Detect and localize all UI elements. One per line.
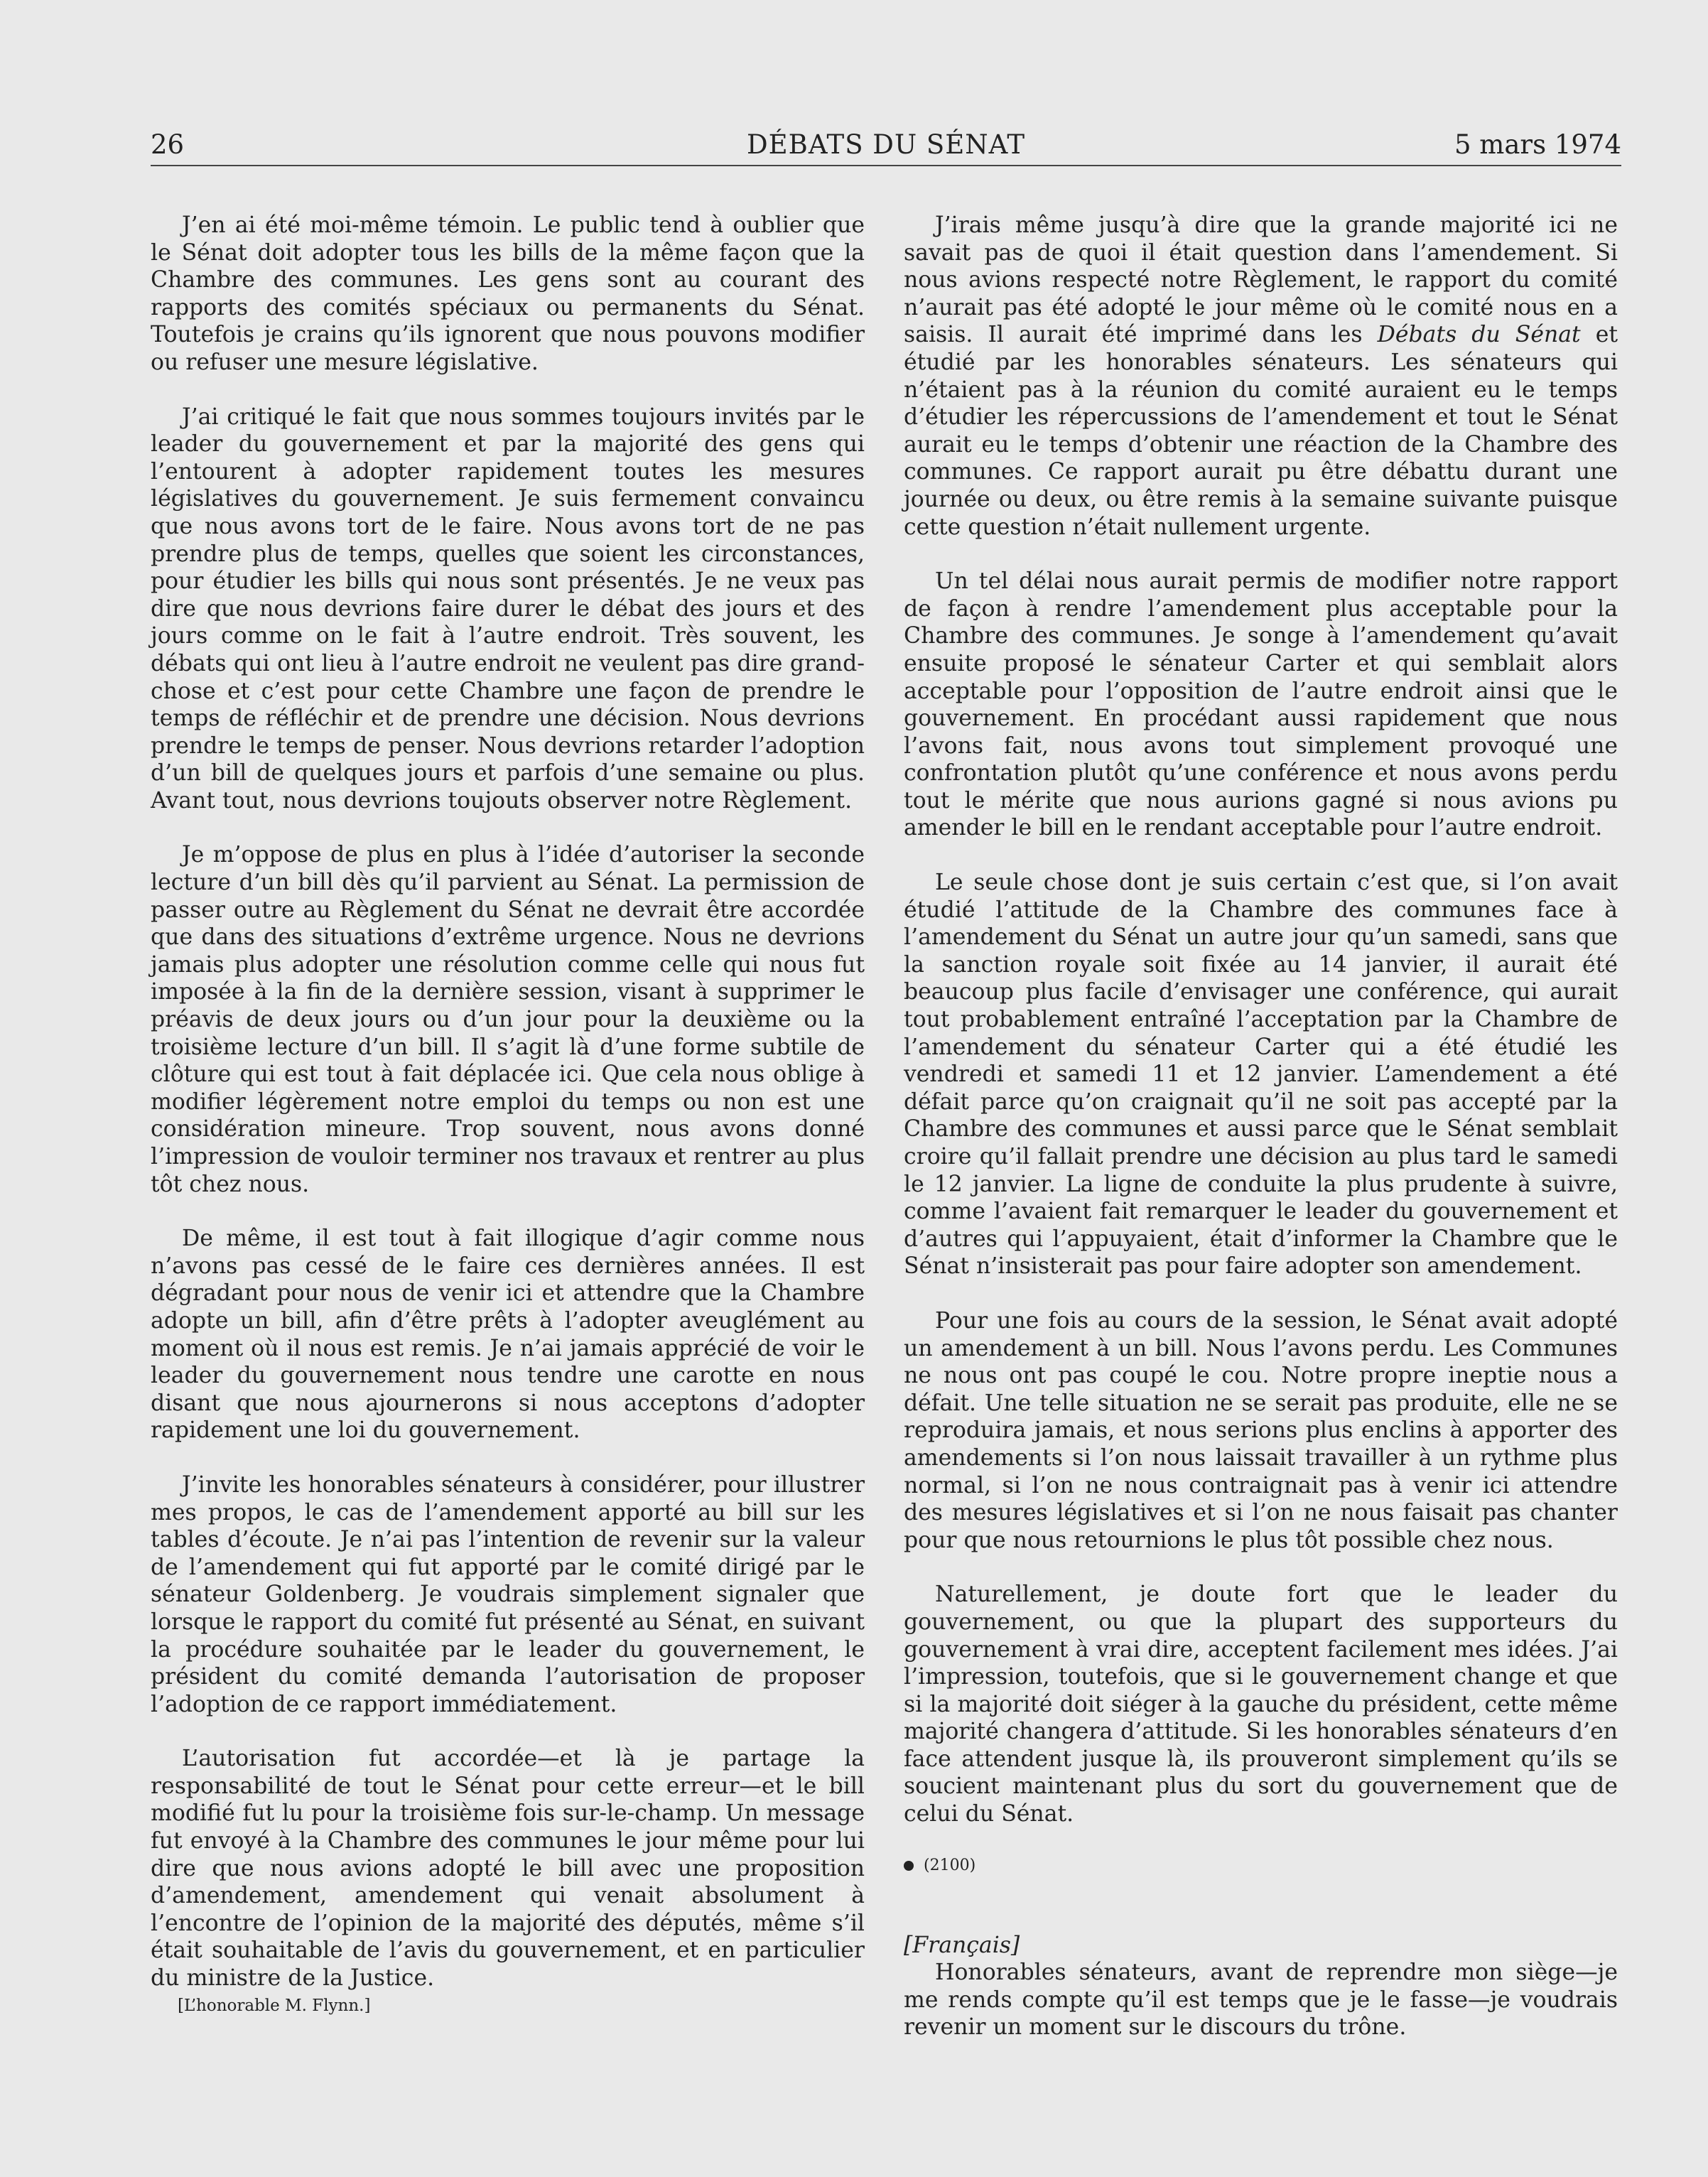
left-column — [151, 212, 865, 2016]
paragraph-text: J’irais même jusqu’à dire que la grande majorité ici ne savait pas de quoi il était question dans l’amendement. Si nous avions respecté notre Règlement, le rapport du comité n’aurait pas été adopté le jour même où le comité nous en a saisis. Il aurait été imprimé dans les — [904, 212, 1618, 348]
paragraph: J’ai critiqué le fait que nous sommes toujours invités par le leader du gouvernement et par la majorité des gens qui l’entourent à adopter rapidement toutes les mesures législatives du gouvernement. Je suis fermement convaincu que nous avons tort de le faire. Nous avons tort de ne pas prendre plus de temps, quelles que soient les circonstances, pour étudier les bills qui nous sont présentés. Je ne veux pas dire que nous devrions faire durer le débat des jours et des jours comme on le fait à l’autre endroit. Très souvent, les débats qui ont lieu à l’autre endroit ne veulent pas dire grand-chose et c’est pour cette Chambre une façon de prendre le temps de réfléchir et de prendre une décision. Nous devrions prendre le temps de penser. Nous devrions retarder l’adoption d’un bill de quelques jours et parfois d’une semaine ou plus. Avant tout, nous devrions toujouts observer notre Règlement. — [151, 404, 865, 814]
paragraph: L’autorisation fut accordée—et là je partage la responsabilité de tout le Sénat pour cette erreur—et le bill modifié fut lu pour la troisième fois sur-le-champ. Un message fut envoyé à la Chambre des communes le jour même pour lui dire que nous avions adopté le bill avec une proposition d’amendement, amendement qui venait absolument à l’encontre de l’opinion de la majorité des députés, même s’il était souhaitable de l’avis du gouvernement, et en particulier du ministre de la Justice. — [151, 1746, 865, 1992]
paragraph: Un tel délai nous aurait permis de modifier notre rapport de façon à rendre l’amendement plus acceptable pour la Chambre des communes. Je songe à l’amendement qu’avait ensuite proposé le sénateur Carter et qui semblait alors acceptable pour l’opposition de l’autre endroit ainsi que le gouvernement. En procédant aussi rapidement que nous l’avons fait, nous avons tout simplement provoqué une confrontation plutôt qu’une conférence et nous avons perdu tout le mérite que nous aurions gagné si nous avions pu amender le bill en le rendant acceptable pour l’autre endroit. — [904, 568, 1618, 841]
paragraph — [904, 212, 1618, 541]
publication-title: DÉBATS DU SÉNAT — [746, 129, 1026, 160]
paragraph: Je m’oppose de plus en plus à l’idée d’autoriser la seconde lecture d’un bill dès qu’il parvient au Sénat. La permission de passer outre au Règlement du Sénat ne devrait être accordée que dans des situations d’extrême urgence. Nous ne devrions jamais plus adopter une résolution comme celle qui nous fut imposée à la fin de la dernière session, visant à supprimer le préavis de deux jours ou d’un jour pour la deuxième ou la troisième lecture d’un bill. Il s’agit là d’une forme subtile de clôture qui est tout à fait déplacée ici. Que cela nous oblige à modifier légèrement notre emploi du temps ou non est une considération mineure. Trop souvent, nous avons donné l’impression de vouloir terminer nos travaux et rentrer au plus tôt chez nous. — [151, 842, 865, 1197]
paragraph-text: et étudié par les honorables sénateurs. Les sénateurs qui n’étaient pas à la réunion du comité auraient eu le temps d’étudier les répercussions de l’amendement et tout le Sénat aurait eu le temps d’obtenir une réaction de la Chambre des communes. Ce rapport aurait pu être débattu durant une journée ou deux, ou être remis à la semaine suivante puisque cette question n’était nullement urgente. — [904, 322, 1618, 540]
page-number: 26 — [151, 129, 185, 160]
right-column — [904, 212, 1618, 2068]
paragraph: J’invite les honorables sénateurs à considérer, pour illustrer mes propos, le cas de l’amendement apporté au bill sur les tables d’écoute. Je n’ai pas l’intention de revenir sur la valeur de l’amendement qui fut apporté par le comité dirigé par le sénateur Goldenberg. Je voudrais simplement signaler que lorsque le rapport du comité fut présenté au Sénat, en suivant la procédure souhaitée par le leader du gouvernement, le président du comité demanda l’autorisation de proposer l’adoption de ce rapport immédiatement. — [151, 1471, 865, 1717]
time-marker — [904, 1855, 1618, 1876]
paragraph: De même, il est tout à fait illogique d’agir comme nous n’avons pas cessé de le faire ces dernières années. Il est dégradant pour nous de venir ici et attendre que la Chambre adopte un bill, afin d’être prêts à l’adopter aveuglément au moment où il nous est remis. Je n’ai jamais apprécié de voir le leader du gouvernement nous tendre une carotte en nous disant que nous ajournerons si nous acceptons d’adopter rapidement une loi du gouvernement. — [151, 1226, 865, 1444]
publication-date: 5 mars 1974 — [1454, 129, 1621, 160]
time-marker-label: (2100) — [924, 1856, 976, 1874]
paragraph: J’en ai été moi-même témoin. Le public tend à oublier que le Sénat doit adopter tous les bills de la même façon que la Chambre des communes. Les gens sont au courant des rapports des comités spéciaux ou permanents du Sénat. Toutefois je crains qu’ils ignorent que nous pouvons modifier ou refuser une mesure législative. — [151, 212, 865, 375]
paragraph: Honorables sénateurs, avant de reprendre mon siège—je me rends compte qu’il est temps que je le fasse—je voudrais revenir un moment sur le discours du trône. — [904, 1960, 1618, 2041]
italic-title: Débats du Sénat — [1377, 322, 1581, 348]
paragraph: Naturellement, je doute fort que le leader du gouvernement, ou que la plupart des supporteurs du gouvernement à vrai dire, acceptent facilement mes idées. J’ai l’impression, toutefois, que si le gouvernement change et que si la majorité doit siéger à la gauche du président, cette même majorité changera d’attitude. Si les honorables sénateurs d’en face attendent jusque là, ils prouveront simplement qu’ils se soucient maintenant plus du sort du gouvernement que de celui du Sénat. — [904, 1582, 1618, 1827]
speaker-attribution: [L’honorable M. Flynn.] — [178, 1996, 371, 2015]
language-tag: [Français] — [904, 1932, 1020, 1958]
bullet-dot-icon — [904, 1861, 914, 1871]
page-header — [151, 128, 1621, 166]
paragraph: Le seule chose dont je suis certain c’est que, si l’on avait étudié l’attitude de la Chambre des communes face à l’amendement du Sénat un autre jour qu’un samedi, sans que la sanction royale soit fixée au 14 janvier, il aurait été beaucoup plus facile d’envisager une conférence, qui aurait tout probablement entraîné l’acceptation par la Chambre de l’amendement du sénateur Carter qui a été étudié les vendredi et samedi 11 et 12 janvier. L’amendement a été défait parce qu’on craignait qu’il ne soit pas accepté par la Chambre des communes et aussi parce que le Sénat semblait croire qu’il fallait prendre une décision au plus tard le samedi le 12 janvier. La ligne de conduite la plus prudente à suivre, comme l’avaient fait remarquer le leader du gouvernement et d’autres qui l’appuyaient, était d’informer la Chambre que le Sénat n’insisterait pas pour faire adopter son amendement. — [904, 870, 1618, 1280]
paragraph: Pour une fois au cours de la session, le Sénat avait adopté un amendement à un bill. Nous l’avons perdu. Les Communes ne nous ont pas coupé le cou. Notre propre ineptie nous a défait. Une telle situation ne se serait pas produite, elle ne se reproduira jamais, et nous serions plus enclins à apporter des amendements si l’on nous laissait travailler à un rythme plus normal, si l’on ne nous contraignait pas à venir ici attendre des mesures législatives et si l’on ne nous faisait pas chanter pour que nous retournions le plus tôt possible chez nous. — [904, 1307, 1618, 1553]
